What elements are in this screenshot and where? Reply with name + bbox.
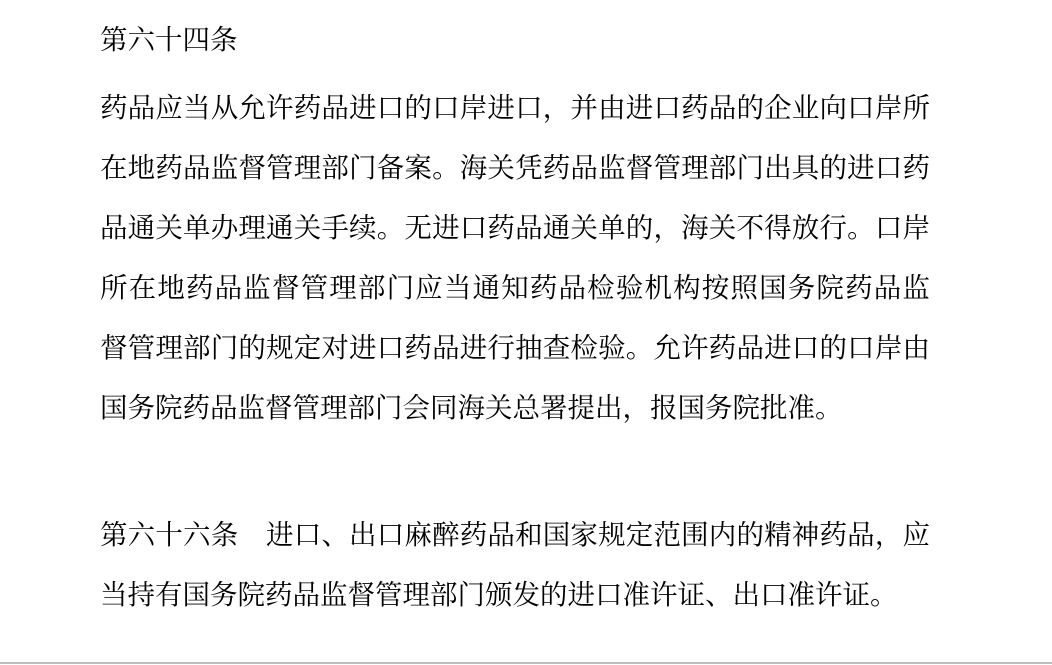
page-bottom-divider	[0, 662, 1052, 664]
article-64-heading: 第六十四条	[100, 24, 238, 55]
article-64-body-line-6-last: 国务院药品监督管理部门会同海关总署提出，报国务院批准。	[100, 392, 843, 423]
article-text-block	[100, 10, 930, 625]
article-64-body-line-1: 药 品 应 当 从 允 许 药 品 进 口 的 口 岸 进 口 ， 并 由 进 口 药 品 的 企 业 向 口 岸 所	[100, 92, 930, 123]
article-64-body-line-2: 在 地 药 品 监 督 管 理 部 门 备 案 。 海 关 凭 药 品 监 督 管 理 部 门 出 具 的 进 口 药	[100, 152, 930, 183]
article-66-line-1: 第 六 十 六 条 进 口 、 出 口 麻 醉 药 品 和 国 家 规 定 范 围 内 的 精 神 药 品 ， 应	[100, 519, 930, 550]
article-64-body-line-5: 督 管 理 部 门 的 规 定 对 进 口 药 品 进 行 抽 查 检 验 。 允 许 药 品 进 口 的 口 岸 由	[100, 332, 930, 363]
article-64-body-line-4: 所 在 地 药 品 监 督 管 理 部 门 应 当 通 知 药 品 检 验 机 构 按 照 国 务 院 药 品 监	[100, 272, 930, 303]
article-66-line-2-last: 当持有国务院药品监督管理部门颁发的进口准许证、出口准许证。	[100, 579, 898, 610]
article-64-body-line-3: 品 通 关 单 办 理 通 关 手 续 。 无 进 口 药 品 通 关 单 的 ， 海 关 不 得 放 行 。 口 岸	[100, 212, 930, 243]
paragraph-gap	[100, 438, 930, 505]
